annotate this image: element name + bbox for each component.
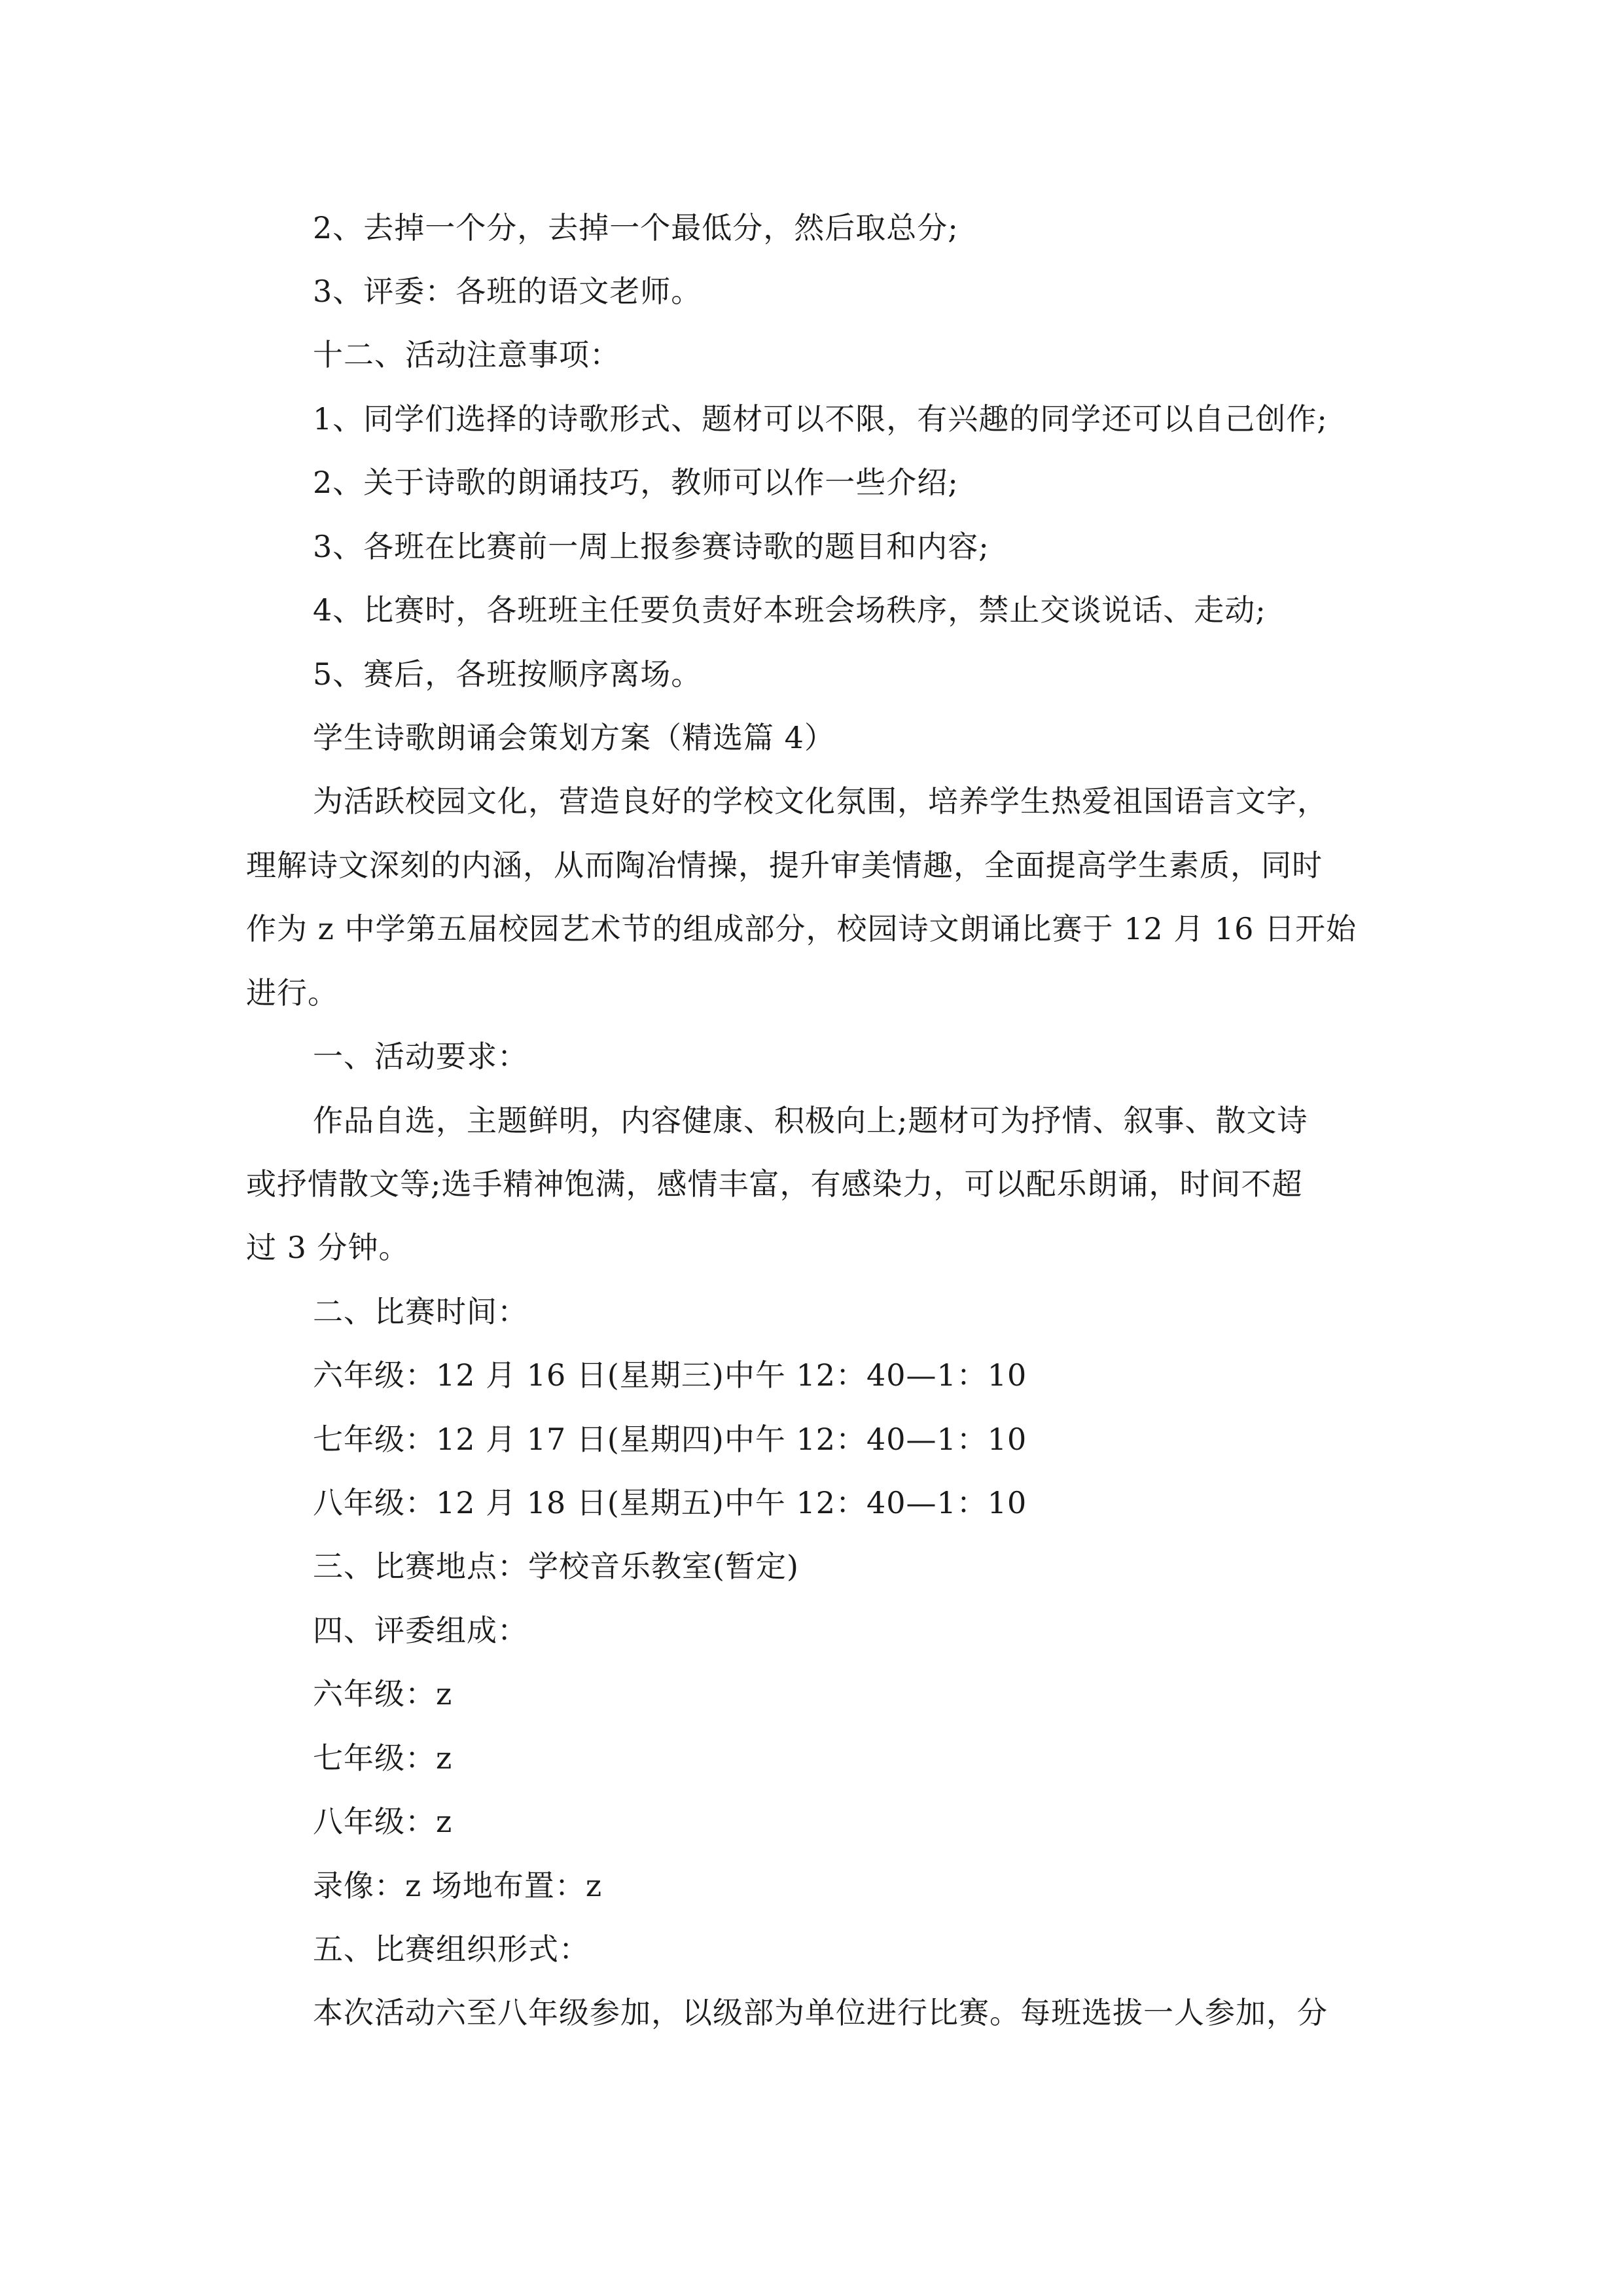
section-heading: 五、比赛组织形式： xyxy=(313,1931,590,1967)
text-line: 3、各班在比赛前一周上报参赛诗歌的题目和内容; xyxy=(313,529,990,564)
text-line: 过 3 分钟。 xyxy=(246,1230,410,1265)
text-line: 4、比赛时，各班班主任要负责好本班会场秩序，禁止交谈说话、走动; xyxy=(313,592,1266,628)
text-line: 3、评委：各班的语文老师。 xyxy=(313,274,702,309)
text-line: 本次活动六至八年级参加，以级部为单位进行比赛。每班选拔一人参加，分 xyxy=(313,1995,1328,2030)
section-heading: 四、评委组成： xyxy=(313,1613,528,1648)
section-heading: 二、比赛时间： xyxy=(313,1294,528,1329)
text-line: 作品自选，主题鲜明，内容健康、积极向上;题材可为抒情、叙事、散文诗 xyxy=(313,1103,1308,1138)
section-heading: 十二、活动注意事项： xyxy=(313,337,620,372)
text-line: 七年级：12 月 17 日(星期四)中午 12：40—1：10 xyxy=(313,1422,1027,1457)
text-line: 2、去掉一个分，去掉一个最低分，然后取总分; xyxy=(313,210,959,245)
text-line: 录像：z 场地布置：z xyxy=(313,1868,603,1903)
text-line: 理解诗文深刻的内涵，从而陶冶情操，提升审美情趣，全面提高学生素质，同时 xyxy=(246,848,1323,883)
text-line: 六年级：12 月 16 日(星期三)中午 12：40—1：10 xyxy=(313,1357,1027,1393)
text-line: 七年级：z xyxy=(313,1740,453,1776)
text-line: 或抒情散文等;选手精神饱满，感情丰富，有感染力，可以配乐朗诵，时间不超 xyxy=(246,1166,1303,1202)
text-line: 5、赛后，各班按顺序离场。 xyxy=(313,656,702,692)
text-line: 为活跃校园文化，营造良好的学校文化氛围，培养学生热爱祖国语言文字， xyxy=(313,783,1328,819)
section-heading: 一、活动要求： xyxy=(313,1039,528,1074)
text-line: 作为 z 中学第五届校园艺术节的组成部分，校园诗文朗诵比赛于 12 月 16 日开始 xyxy=(246,911,1357,946)
article-title: 学生诗歌朗诵会策划方案（精选篇 4） xyxy=(313,720,835,755)
text-line: 进行。 xyxy=(246,975,338,1011)
text-line: 八年级：12 月 18 日(星期五)中午 12：40—1：10 xyxy=(313,1485,1027,1520)
text-line: 1、同学们选择的诗歌形式、题材可以不限，有兴趣的同学还可以自己创作; xyxy=(313,401,1328,437)
section-heading: 三、比赛地点：学校音乐教室(暂定) xyxy=(313,1549,799,1584)
text-line: 八年级：z xyxy=(313,1804,453,1839)
text-line: 2、关于诗歌的朗诵技巧，教师可以作一些介绍; xyxy=(313,465,959,500)
text-line: 六年级：z xyxy=(313,1676,453,1712)
